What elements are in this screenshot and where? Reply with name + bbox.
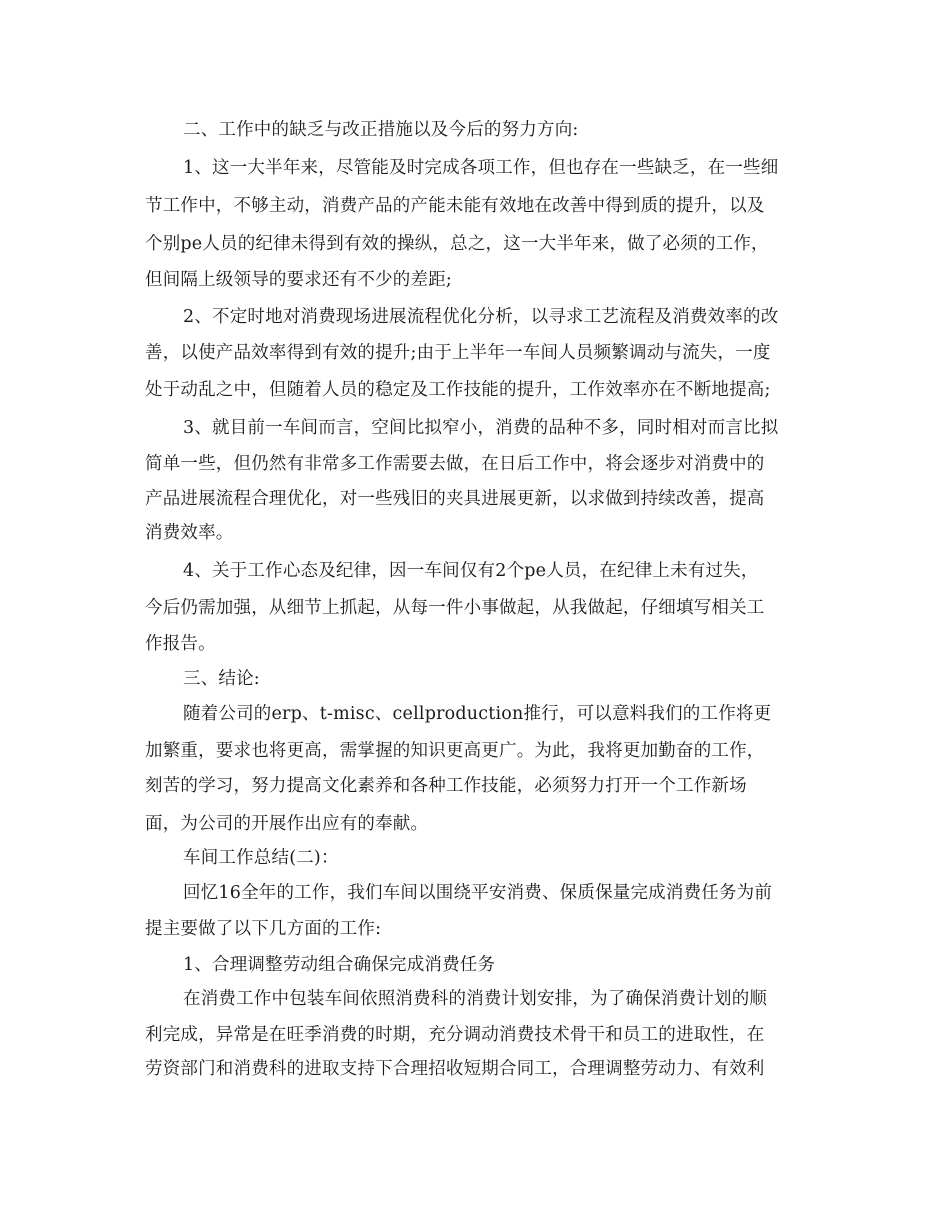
paragraph-line: 作报告。 bbox=[145, 634, 216, 654]
paragraph-line: 1、这一大半年来，尽管能及时完成各项工作，但也存在一些缺乏，在一些细 bbox=[183, 158, 779, 178]
section-heading: 车间工作总结(二)： bbox=[183, 848, 339, 868]
paragraph-line: 处于动乱之中，但随着人员的稳定及工作技能的提升，工作效率亦在不断地提高; bbox=[145, 380, 771, 400]
section-heading: 二、工作中的缺乏与改正措施以及今后的努力方向: bbox=[183, 120, 579, 140]
paragraph-line: 简单一些，但仍然有非常多工作需要去做，在日后工作中，将会逐步对消费中的 bbox=[145, 454, 765, 474]
paragraph-line: 加繁重，要求也将更高，需掌握的知识更高更广。为此，我将更加勤奋的工作， bbox=[145, 741, 765, 761]
paragraph-line: 产品进展流程合理优化，对一些残旧的夹具进展更新，以求做到持续改善，提高 bbox=[145, 489, 765, 509]
paragraph-line: 4、关于工作心态及纪律，因一车间仅有2个pe人员，在纪律上未有过失， bbox=[183, 561, 759, 581]
paragraph-line: 个别pe人员的纪律未得到有效的操纵，总之，这一大半年来，做了必须的工作， bbox=[145, 234, 769, 254]
paragraph-line: 善，以使产品效率得到有效的提升;由于上半年一车间人员频繁调动与流失，一度 bbox=[145, 343, 771, 363]
paragraph-line: 劳资部门和消费科的进取支持下合理招收短期合同工，合理调整劳动力、有效利 bbox=[145, 1059, 765, 1079]
paragraph-line: 3、就目前一车间而言，空间比拟窄小，消费的品种不多，同时相对而言比拟 bbox=[183, 418, 779, 438]
paragraph-line: 在消费工作中包装车间依照消费科的消费计划安排，为了确保消费计划的顺 bbox=[183, 989, 768, 1009]
paragraph-line: 消费效率。 bbox=[145, 523, 234, 543]
paragraph-line: 2、不定时地对消费现场进展流程优化分析，以寻求工艺流程及消费效率的改 bbox=[183, 307, 779, 327]
paragraph-line: 节工作中，不够主动，消费产品的产能未能有效地在改善中得到质的提升，以及 bbox=[145, 196, 765, 216]
paragraph-line: 提主要做了以下几方面的工作: bbox=[145, 919, 382, 939]
paragraph-line: 但间隔上级领导的要求还有不少的差距; bbox=[145, 270, 452, 290]
paragraph-line: 回忆16全年的工作，我们车间以围绕平安消费、保质保量完成消费任务为前 bbox=[183, 883, 773, 903]
paragraph-line: 今后仍需加强，从细节上抓起，从每一件小事做起，从我做起，仔细填写相关工 bbox=[145, 598, 765, 618]
subheading: 1、合理调整劳动组合确保完成消费任务 bbox=[183, 955, 496, 975]
section-heading: 三、结论: bbox=[183, 669, 260, 689]
paragraph-line: 面，为公司的开展作出应有的奉献。 bbox=[145, 814, 429, 834]
paragraph-line: 随着公司的erp、t-misc、cellproduction推行，可以意料我们的工作将更 bbox=[183, 704, 772, 724]
paragraph-line: 刻苦的学习，努力提高文化素养和各种工作技能，必须努力打开一个工作新场 bbox=[145, 776, 747, 796]
paragraph-line: 利完成，异常是在旺季消费的时期，充分调动消费技术骨干和员工的进取性，在 bbox=[145, 1025, 765, 1045]
